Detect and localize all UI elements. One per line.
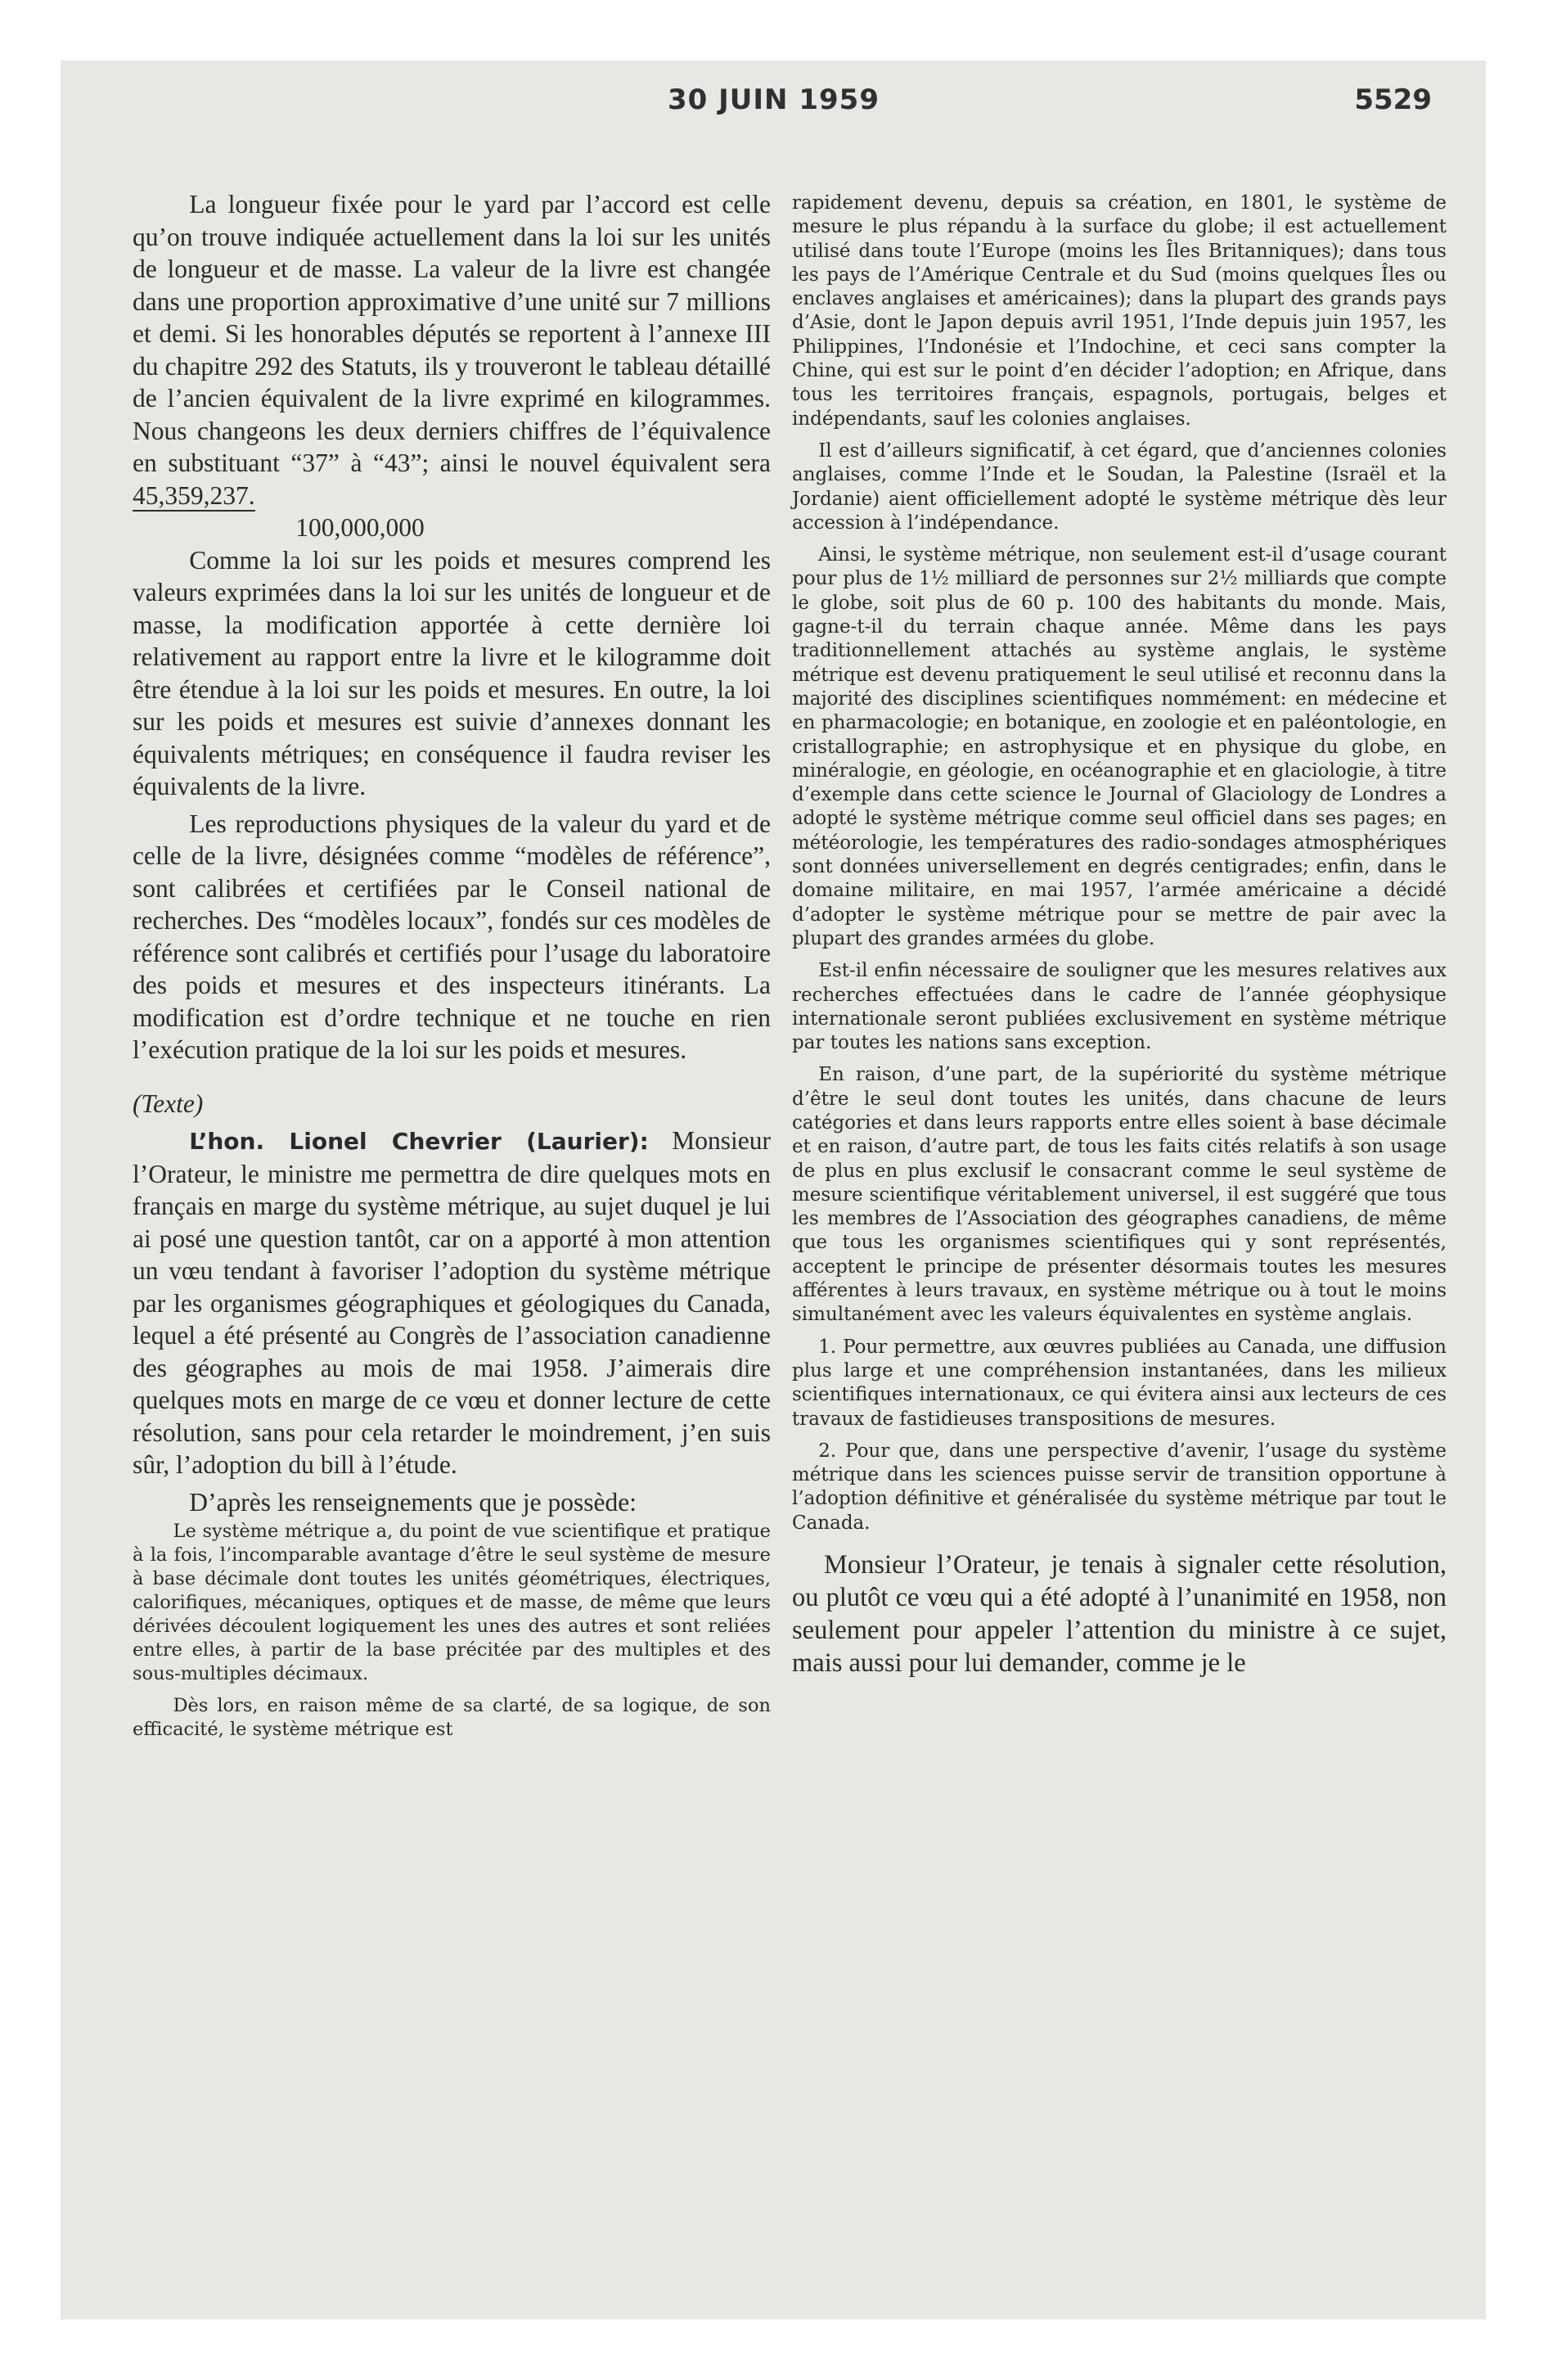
page-number: 5529 [1354, 83, 1432, 116]
quote-list-item: 1. Pour permettre, aux œuvres publiées au Canada, une diffusion plus large et une compréhension instantanées, dans les milieux scientifiques internationaux, ce qui évitera ainsi aux lecteurs de ces travaux de fastidieuses transpositions de mesures. [792, 1336, 1447, 1430]
fraction-numerator: 45,359,237. [133, 480, 255, 510]
left-column [133, 188, 771, 1742]
paragraph-yard-length [133, 188, 771, 512]
paragraph-text: La longueur fixée pour le yard par l’accord est celle qu’on trouve indiquée actuellement dans la loi sur les unités de longueur et de masse. La valeur de la livre est changée dans une proportion approximative d’une unité sur 7 millions et demi. Si les honorables députés se reportent à l’annexe III du chapitre 292 des Statuts, ils y trouveront le tableau détaillé de l’ancien équivalent de la livre exprimé en kilogrammes. Nous changeons les deux derniers chiffres de l’équivalence en substituant “37” à “43”; ainsi le nouvel équivalent sera [133, 190, 771, 477]
paragraph-physical-models: Les reproductions physiques de la valeur du yard et de celle de la livre, désignées comme “modèles de référence”, sont calibrées et certifiées par le Conseil national de recherches. Des “modèles locaux”, fondés sur ces modèles de référence sont calibrés et certifiés pour l’usage du laboratoire des poids et mesures et des inspecteurs itinérants. La modification est d’ordre technique et ne touche en rien l’exécution pratique de la loi sur les poids et mesures. [133, 809, 771, 1064]
paragraph-renseignements: D’après les renseignements que je possède: [189, 1487, 637, 1517]
paragraph-weights-measures: Comme la loi sur les poids et mesures comprend les valeurs exprimées dans la loi sur les unités de longueur et de masse, la modification apportée à cette dernière loi relativement au rapport entre la livre et le kilogramme doit être étendue à la loi sur les poids et mesures. En outre, la loi sur les poids et mesures est suivie d’annexes donnant les équivalents métriques; en conséquence il faudra reviser les équivalents de la livre. [133, 545, 771, 800]
quote-paragraph: Est-il enfin nécessaire de souligner que les mesures relatives aux recherches effectuées dans le cadre de l’année géophysique internationale seront publiées exclusivement en système métrique par toutes les nations sans exception. [792, 960, 1447, 1054]
section-heading: (Texte) [133, 1089, 204, 1118]
quote-paragraph: Ainsi, le système métrique, non seulement est-il d’usage courant pour plus de 1½ milliard de personnes sur 2½ milliards que compte le globe, soit plus de 60 p. 100 des habitants du monde. Mais, gagne-t-il du terrain chaque année. Même dans les pays traditionnellement attachés au système anglais, le système métrique est devenu pratiquement le seul utilisé et reconnu dans la majorité des disciplines scientifiques nommément: en médecine et en pharmacologie; en botanique, en zoologie et en paléontologie, en cristallographie; en astrophysique et en physique du globe, en minéralogie, en géologie, en océanographie et en glaciologie, à titre d’exemple dans cette science le Journal of Glaciology de Londres a adopté le système métrique comme seul officiel dans ses pages; en météorologie, les températures des radio-sondages atmosphériques sont données universellement en degrés centigrades; enfin, dans le domaine militaire, en mai 1957, l’armée américaine a décidé d’adopter le système métrique pour se mettre de pair avec la plupart des grandes armées du globe. [792, 544, 1447, 949]
quote-list-item: 2. Pour que, dans une perspective d’avenir, l’usage du système métrique dans les sciences puisse servir de transition opportune à l’adoption définitive et généralisée du système métrique par tout le Canada. [792, 1440, 1447, 1534]
header-date: 30 JUIN 1959 [668, 83, 880, 116]
speaker-name: L’hon. Lionel Chevrier (Laurier): [189, 1128, 649, 1155]
right-column [792, 192, 1447, 1688]
quote-paragraph: Le système métrique a, du point de vue scientifique et pratique à la fois, l’incomparable avantage d’être le seul système de mesure à base décimale dont toutes les unités géométriques, électriques, calorifiques, mécaniques, optiques et de masse, de même que leurs dérivées découlent logiquement les unes des autres et sont reliées entre elles, à partir de la base précitée par des multiples et des sous-multiples décimaux. [133, 1521, 771, 1684]
speech-text: Monsieur l’Orateur, le ministre me permettra de dire quelques mots en français en marge du système métrique, au sujet duquel je lui ai posé une question tantôt, car on a apporté à mon attention un vœu tendant à favoriser l’adoption du système métrique par les organismes géographiques et géologiques du Canada, lequel a été présenté au Congrès de l’association canadienne des géographes au mois de mai 1958. J’aimerais dire quelques mots en marge de ce vœu et donner lecture de cette résolution, sans pour cela retarder le moindrement, j’en suis sûr, l’adoption du bill à l’étude. [133, 1126, 771, 1479]
paragraph-closing: Monsieur l’Orateur, je tenais à signaler cette résolution, ou plutôt ce vœu qui a été adopté à l’unanimité en 1958, non seulement pour appeler l’attention du ministre à ce sujet, mais aussi pour lui demander, comme je le [792, 1550, 1447, 1679]
quote-paragraph: rapidement devenu, depuis sa création, en 1801, le système de mesure le plus répandu à la surface du globe; il est actuellement utilisé dans toute l’Europe (moins les Îles Britanniques); dans tous les pays de l’Amérique Centrale et du Sud (moins quelques Îles ou enclaves anglaises et américaines); dans la plupart des grands pays d’Asie, dont le Japon depuis avril 1951, l’Inde depuis juin 1957, les Philippines, l’Indonésie et l’Indochine, et ceci sans compter la Chine, qui est sur le point d’en décider l’adoption; en Afrique, dans tous les territoires français, espagnols, portugais, belges et indépendants, sauf les colonies anglaises. [792, 192, 1447, 430]
quote-paragraph: Dès lors, en raison même de sa clarté, de sa logique, de son efficacité, le système métrique est [133, 1695, 771, 1740]
fraction-denominator: 100,000,000 [295, 513, 425, 542]
paragraph-chevrier [133, 1125, 771, 1481]
quote-paragraph: En raison, d’une part, de la supériorité du système métrique d’être le seul dont toutes les unités, dans chacune de leurs catégories et dans leurs rapports entre elles soient à base décimale et en raison, d’autre part, de tous les faits cités relatifs à son usage de plus en plus exclusif le consacrant comme le seul système de mesure scientifique véritablement universel, il est suggéré que tous les membres de l’Association des géographes canadiens, de même que tous les organismes scientifiques qui y sont représentés, acceptent le principe de présenter désormais toutes les mesures afférentes à leurs travaux, en système métrique ou à tout le moins simultanément avec les valeurs équivalentes en système anglais. [792, 1064, 1447, 1326]
quote-paragraph: Il est d’ailleurs significatif, à cet égard, que d’anciennes colonies anglaises, comme l’Inde et le Soudan, la Palestine (Israël et la Jordanie) aient officiellement adopté le système métrique dès leur accession à l’indépendance. [792, 439, 1447, 534]
